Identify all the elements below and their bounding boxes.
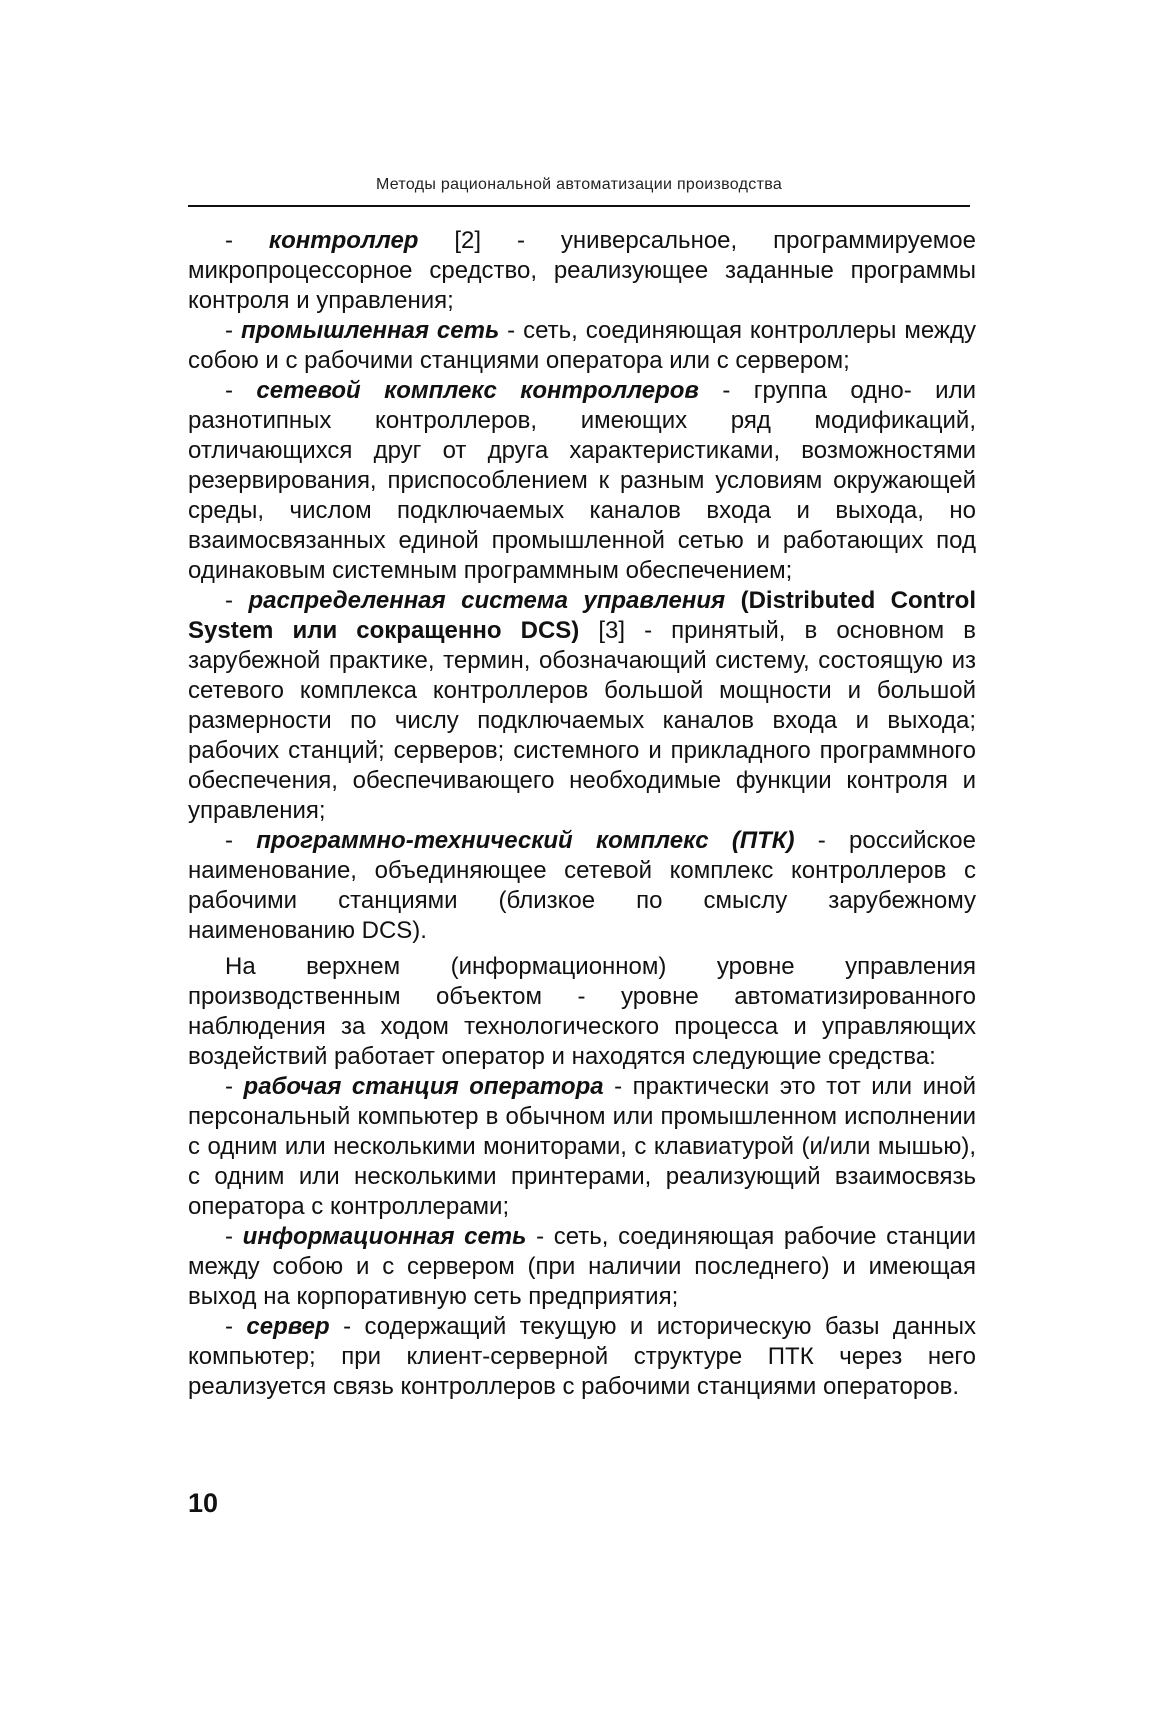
running-head-title: Методы рациональной автоматизации производства (375, 176, 783, 193)
term-controller-network-complex: сетевой комплекс контроллеров (256, 377, 699, 404)
definition-text: - группа одно- или разнотипных контроллеров, имеющих ряд модификаций, отличающихся друг от друга характеристиками, возможностями резервирования, приспособлением к разным условиям окружающей среды, числом подключаемых каналов входа и выхода, но взаимосвязанных единой промышленной сетью и работающих под одинаковым системным программным обеспечением; (188, 377, 976, 584)
definition-text: - практически это тот или иной персональный компьютер в обычном или промышленном исполнении с одним или несколькими мониторами, с клавиатурой (и/или мышью), с одним или несколькими принтерами, реализующий взаимосвязь оператора с контроллерами; (188, 1073, 976, 1220)
definition-dcs (188, 586, 976, 826)
list-dash: - (225, 1313, 247, 1340)
list-dash: - (225, 587, 249, 614)
definition-text: - сеть, соединяющая контроллеры между собою и с рабочими станциями оператора или с сервером; (188, 317, 976, 374)
term-distributed-control-system: распределенная система управления (248, 587, 726, 614)
definition-operator-workstation (188, 1072, 976, 1222)
definition-information-network (188, 1222, 976, 1312)
definition-text: - российское наименование, объединяющее сетевой комплекс контроллеров с рабочими станциями (близкое по смыслу зарубежному наименованию DCS). (188, 827, 976, 944)
list-dash: - (225, 317, 241, 344)
page-number: 10 (188, 1488, 219, 1518)
definition-ptk (188, 826, 976, 946)
upper-level-intro-paragraph: На верхнем (информационном) уровне управления производственным объектом - уровне автоматизированного наблюдения за ходом технологического процесса и управляющих воздействий работает оператор и находятся следующие средства: (188, 953, 976, 1070)
definition-text: - содержащий текущую и историческую базы данных компьютер; при клиент-серверной структуре ПТК через него реализуется связь контроллеров с рабочими станциями операторов. (188, 1313, 976, 1400)
list-dash: - (225, 227, 269, 254)
term-server: сервер (246, 1313, 330, 1340)
term-operator-workstation: рабочая станция оператора (243, 1073, 604, 1100)
list-dash: - (225, 827, 257, 854)
definition-text: [2] - универсальное, программируемое микропроцессорное средство, реализующее заданные программы контроля и управления; (188, 227, 976, 314)
definition-controller-network-complex (188, 376, 976, 586)
header-rule (188, 205, 970, 207)
page-body (188, 226, 976, 1402)
definition-industrial-network (188, 316, 976, 376)
definition-text: - сеть, соединяющая рабочие станции между собою и с сервером (при наличии последнего) и имеющая выход на корпоративную сеть предприятия; (188, 1223, 976, 1310)
definition-controller (188, 226, 976, 316)
definition-server (188, 1312, 976, 1402)
list-dash: - (225, 1073, 244, 1100)
term-controller: контроллер (268, 227, 419, 254)
term-information-network: информационная сеть (242, 1223, 527, 1250)
list-dash: - (225, 377, 257, 404)
term-dcs-english: (Distributed Control System или сокращенно DCS) (188, 587, 976, 644)
list-dash: - (225, 1223, 243, 1250)
term-ptk: программно-технический комплекс (ПТК) (256, 827, 795, 854)
term-industrial-network: промышленная сеть (240, 317, 500, 344)
definition-text: [3] - принятый, в основном в зарубежной практике, термин, обозначающий систему, состоящую из сетевого комплекса контроллеров большой мощности и большой размерности по числу подключаемых каналов входа и выхода; рабочих станций; серверов; системного и прикладного программного обеспечения, обеспечивающего необходимые функции контроля и управления; (188, 617, 976, 824)
